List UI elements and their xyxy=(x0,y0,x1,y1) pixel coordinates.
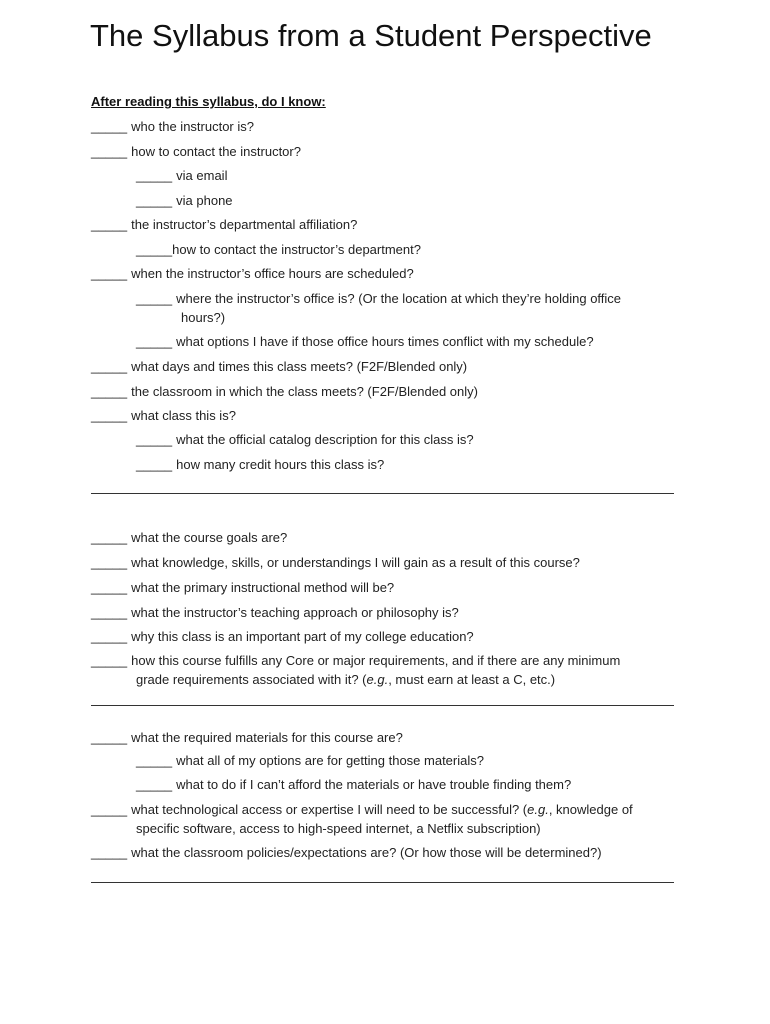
section-divider xyxy=(91,493,674,494)
answer-blank: _____ xyxy=(136,168,173,183)
answer-blank: _____ xyxy=(91,217,128,232)
section-divider xyxy=(91,705,674,706)
item-text: what to do if I can’t afford the materials or have trouble finding them? xyxy=(176,777,572,792)
answer-blank: _____ xyxy=(91,580,128,595)
answer-blank: _____ xyxy=(91,653,128,668)
item-text: via phone xyxy=(176,193,233,208)
item-text: where the instructor’s office is? (Or the location at which they’re holding office xyxy=(176,291,622,306)
answer-blank: _____ xyxy=(136,432,173,447)
answer-blank: _____ xyxy=(91,845,128,860)
eg-abbrev: e.g. xyxy=(366,672,389,687)
checklist-item-technology-cont: specific software, access to high-speed internet, a Netflix subscription) xyxy=(136,821,541,836)
checklist-subitem-contact-department xyxy=(136,240,421,259)
checklist-item-contact-instructor xyxy=(91,142,301,161)
checklist-item-requirements xyxy=(91,651,620,670)
item-text: what the official catalog description for this class is? xyxy=(176,432,474,447)
answer-blank: _____ xyxy=(91,802,128,817)
checklist-subitem-material-options xyxy=(136,751,484,770)
checklist-item-classroom xyxy=(91,382,478,401)
item-text: via email xyxy=(176,168,228,183)
item-text: how this course fulfills any Core or major requirements, and if there are any minimum xyxy=(131,653,621,668)
item-text: , must earn at least a C, etc.) xyxy=(388,672,556,687)
answer-blank: _____ xyxy=(91,266,128,281)
checklist-item-technology xyxy=(91,800,633,819)
answer-blank: _____ xyxy=(91,629,128,644)
item-text: what the course goals are? xyxy=(131,530,288,545)
item-text: what technological access or expertise I will need to be successful? ( xyxy=(131,802,528,817)
answer-blank: _____ xyxy=(136,334,173,349)
item-text: how many credit hours this class is? xyxy=(176,457,385,472)
checklist-subitem-credit-hours xyxy=(136,455,384,474)
checklist-item-class xyxy=(91,406,236,425)
item-text: who the instructor is? xyxy=(131,119,254,134)
item-text: the classroom in which the class meets? (F2F/Blended only) xyxy=(131,384,478,399)
answer-blank: _____ xyxy=(136,753,173,768)
checklist-item-materials xyxy=(91,728,403,747)
item-text: grade requirements associated with it? ( xyxy=(136,672,367,687)
answer-blank: _____ xyxy=(91,144,128,159)
item-text: how to contact the instructor’s department? xyxy=(172,242,421,257)
item-text: what options I have if those office hours times conflict with my schedule? xyxy=(176,334,594,349)
checklist-subitem-email xyxy=(136,166,227,185)
checklist-item-office-hours xyxy=(91,264,414,283)
answer-blank: _____ xyxy=(136,193,173,208)
checklist-heading: After reading this syllabus, do I know: xyxy=(91,94,326,109)
item-text: why this class is an important part of my college education? xyxy=(131,629,474,644)
eg-abbrev: e.g. xyxy=(527,802,549,817)
answer-blank: _____ xyxy=(91,119,128,134)
checklist-item-instructor xyxy=(91,117,254,136)
checklist-subitem-office-location xyxy=(136,289,621,308)
checklist-subitem-catalog xyxy=(136,430,474,449)
item-text: how to contact the instructor? xyxy=(131,144,301,159)
item-text: what the instructor’s teaching approach or philosophy is? xyxy=(131,605,459,620)
item-text: what all of my options are for getting those materials? xyxy=(176,753,484,768)
checklist-item-knowledge xyxy=(91,553,580,572)
answer-blank: _____ xyxy=(91,408,128,423)
checklist-item-course-goals xyxy=(91,528,287,547)
answer-blank: _____ xyxy=(91,530,128,545)
checklist-item-requirements-cont xyxy=(136,670,555,689)
item-text: the instructor’s departmental affiliation? xyxy=(131,217,358,232)
item-text: what knowledge, skills, or understandings I will gain as a result of this course? xyxy=(131,555,580,570)
checklist-item-meeting-times xyxy=(91,357,467,376)
checklist-subitem-afford-materials xyxy=(136,775,571,794)
item-text: what the primary instructional method will be? xyxy=(131,580,395,595)
checklist-item-instructional-method xyxy=(91,578,394,597)
answer-blank: _____ xyxy=(91,555,128,570)
item-text: what days and times this class meets? (F2F/Blended only) xyxy=(131,359,468,374)
checklist-subitem-hours-conflict xyxy=(136,332,594,351)
item-text: , knowledge of xyxy=(548,802,633,817)
answer-blank: _____ xyxy=(91,384,128,399)
item-text: what the classroom policies/expectations are? (Or how those will be determined?) xyxy=(131,845,602,860)
page-title: The Syllabus from a Student Perspective xyxy=(90,18,652,53)
answer-blank: _____ xyxy=(136,457,173,472)
checklist-item-department xyxy=(91,215,357,234)
answer-blank: _____ xyxy=(136,291,173,306)
answer-blank: _____ xyxy=(136,242,173,257)
checklist-item-importance xyxy=(91,627,474,646)
answer-blank: _____ xyxy=(91,730,128,745)
answer-blank: _____ xyxy=(91,605,128,620)
item-text: what the required materials for this course are? xyxy=(131,730,403,745)
answer-blank: _____ xyxy=(136,777,173,792)
answer-blank: _____ xyxy=(91,359,128,374)
checklist-item-classroom-policies xyxy=(91,843,602,862)
item-text: when the instructor’s office hours are scheduled? xyxy=(131,266,414,281)
checklist-subitem-phone xyxy=(136,191,233,210)
item-text: what class this is? xyxy=(131,408,236,423)
checklist-subitem-office-location-cont: hours?) xyxy=(181,310,226,325)
checklist-item-teaching-approach xyxy=(91,603,459,622)
section-divider xyxy=(91,882,674,883)
